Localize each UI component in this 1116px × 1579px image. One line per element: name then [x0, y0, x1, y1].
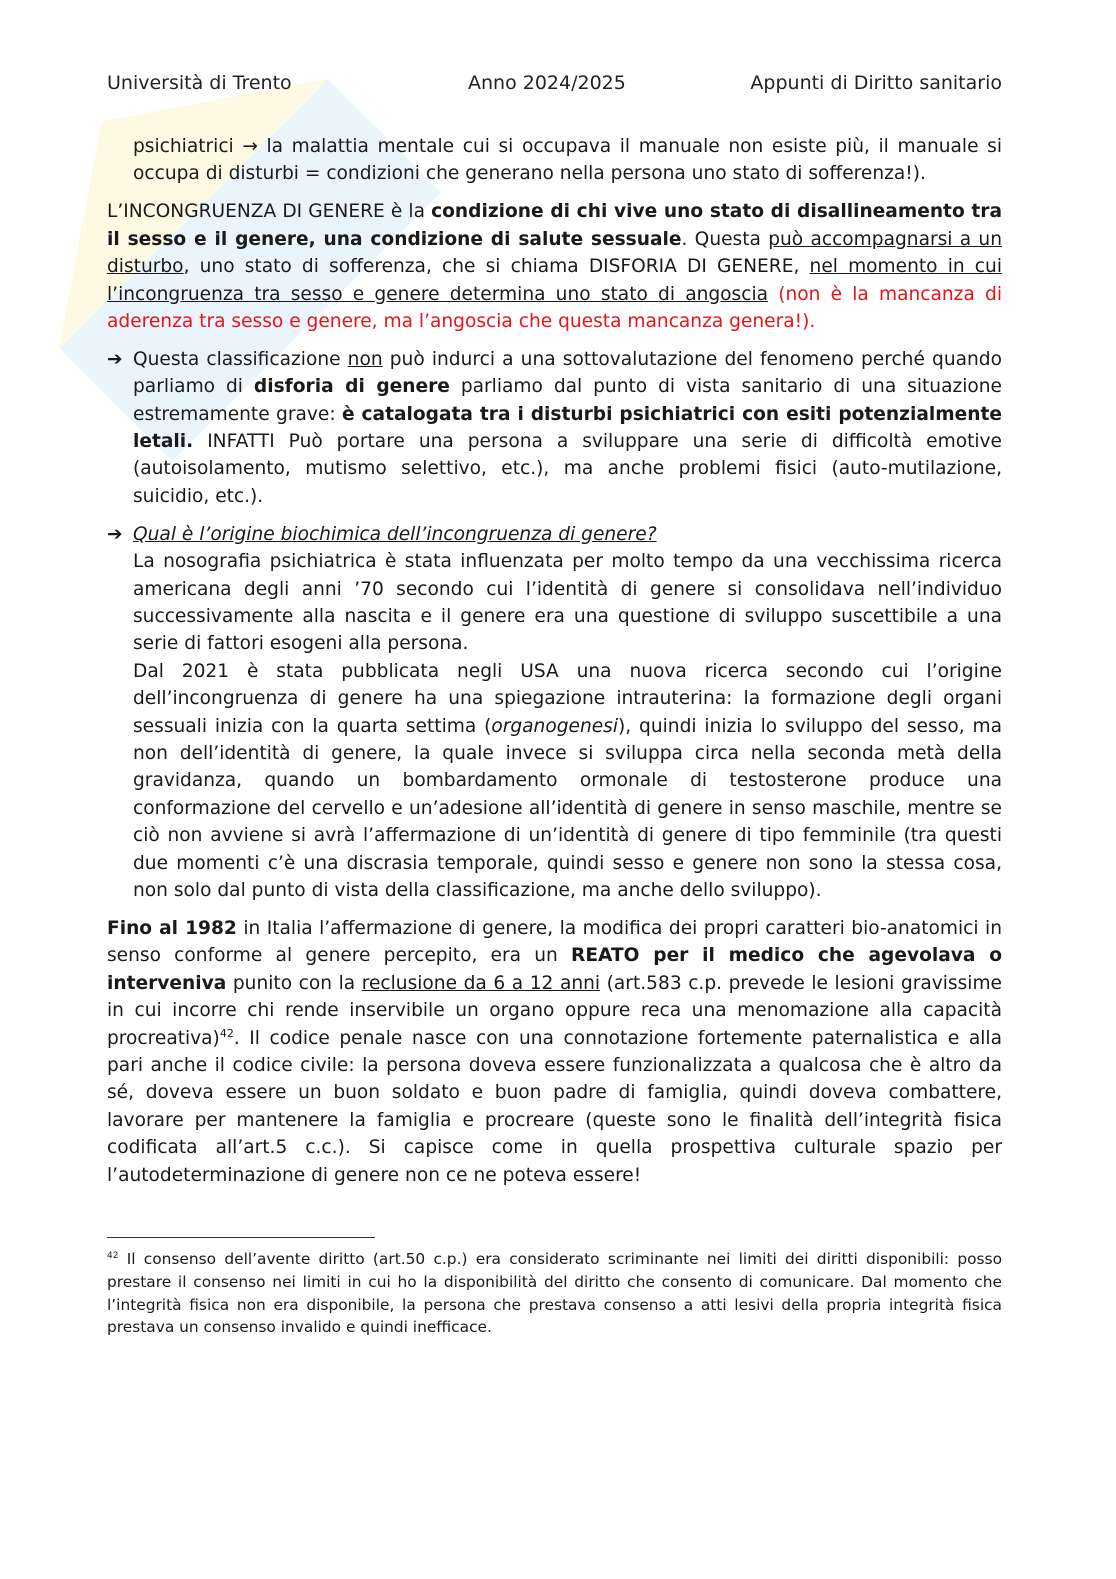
header-university: Università di Trento: [107, 72, 292, 94]
text-run: , uno stato di sofferenza, che si chiama DISFORIA DI GENERE,: [183, 256, 810, 278]
text-run: . Il codice penale nasce con una connotazione fortemente paternalistica e alla pari anche il codice civile: la persona doveva essere funzionalizzata a qualcosa che è altro da sé, doveva essere un buon soldato e buon padre di famiglia, quindi doveva combattere, lavorare per mantenere la famiglia e procreare (queste sono le finalità dell’integrità fisica codificata all’art.5 c.c.). Si capisce come in quella prospettiva culturale spazio per l’autodeterminazione di genere non ce ne poteva essere!: [107, 1027, 1002, 1186]
text-run: (non è la mancanza di aderenza tra sesso e genere, ma l’angoscia che questa mancanza genera!).: [107, 283, 1002, 332]
header-year: Anno 2024/2025: [468, 72, 626, 94]
page-header: [107, 68, 1002, 98]
text-run: Questa classificazione: [133, 348, 348, 370]
text-run: REATO per il medico che agevolava o interveniva: [107, 945, 1002, 994]
text-run: ), quindi inizia lo sviluppo del sesso, ma non dell’identità di genere, la quale invece si sviluppa circa nella seconda metà della gravidanza, quando un bombardamento ormonale di testosterone produce una conformazione del cervello e un’adesione all’identità di genere in senso maschile, mentre se ciò non avviene si avrà l’affermazione di un’identità di genere di tipo femminile (tra questi due momenti c’è una discrasia temporale, quindi sesso e genere non sono la stessa cosa, non solo dal punto di vista della classificazione, ma anche dello sviluppo).: [133, 715, 1002, 902]
footnote-divider: [107, 1237, 375, 1238]
text-run: INFATTI Può portare una persona a sviluppare una serie di difficoltà emotive (autoisolamento, mutismo selettivo, etc.), ma anche problemi fisici (auto-mutilazione, suicidio, etc.).: [133, 431, 1002, 507]
text-run: L’INCONGRUENZA DI GENERE è la: [107, 201, 432, 223]
paragraph: [107, 346, 1002, 510]
text-run: in Italia l’affermazione di genere, la modifica dei propri caratteri bio-anatomici in senso conforme al genere percepito, era un: [107, 917, 1002, 967]
text-run: Qual è l’origine biochimica dell’incongruenza di genere?: [133, 523, 657, 545]
text-run: parliamo dal punto di vista sanitario di una situazione estremamente grave:: [133, 376, 1002, 425]
footnote-text: Il consenso dell’avente diritto (art.50 c.p.) era considerato scriminante nei limiti dei diritti disponibili: posso prestare il consenso nei limiti in cui ho la disponibilità del diritto che consento di comunicare. Dal momento che l’integrità fisica non era disponibile, la persona che prestava consenso a atti lesivi della propria integrità fisica prestava un consenso invalido e quindi inefficace.: [107, 1250, 1002, 1337]
text-run: Fino al 1982: [107, 917, 237, 939]
footnote-number: 42: [107, 1250, 119, 1261]
paragraph: [107, 548, 1002, 658]
text-run: punito con la: [226, 972, 362, 994]
text-run: Dal 2021 è stata pubblicata negli USA una nuova ricerca secondo cui l’origine dell’incongruenza di genere ha una spiegazione intrauterina: la formazione degli organi sessuali inizia con la quarta settima (: [133, 660, 1002, 737]
text-run: condizione di chi vive uno stato di disallineamento tra il sesso e il genere, una condizione di salute sessuale: [107, 201, 1003, 250]
text-run: . Questa: [681, 228, 769, 250]
arrow-bullet-icon: ➔: [107, 523, 123, 545]
footnote-42: [107, 1248, 1002, 1339]
paragraph: [107, 521, 1002, 548]
text-run: può indurci a una sottovalutazione del fenomeno perché quando parliamo di: [133, 348, 1002, 398]
paragraph: [107, 198, 1002, 335]
paragraph: [107, 658, 1002, 905]
arrow-bullet-icon: ➔: [107, 348, 123, 370]
header-course: Appunti di Diritto sanitario: [750, 72, 1002, 94]
text-run: non: [347, 348, 383, 370]
text-run: (art.583 c.p. prevede le lesioni gravissime in cui incorre chi rende inservibile un organo oppure reca una menomazione alla capacità procreativa): [107, 972, 1002, 1049]
text-run: nel momento in cui l’incongruenza tra sesso e genere determina uno stato di angoscia: [107, 256, 1002, 305]
text-run: disforia di genere: [253, 376, 450, 398]
text-run: psichiatrici → la malattia mentale cui si occupava il manuale non esiste più, il manuale si occupa di disturbi = condizioni che generano nella persona uno stato di sofferenza!).: [133, 136, 1002, 185]
text-run: reclusione da 6 a 12 anni: [361, 972, 601, 994]
text-run: La nosografia psichiatrica è stata influenzata per molto tempo da una vecchissima ricerca americana degli anni ’70 secondo cui l’identità di genere si consolidava nell’individuo successivamente alla nascita e il genere era una questione di sviluppo suscettibile a una serie di fattori esogeni alla persona.: [133, 551, 1002, 655]
paragraph: [107, 915, 1002, 1189]
text-run: può accompagnarsi a un disturbo: [107, 228, 1002, 278]
text-run: è catalogata tra i disturbi psichiatrici con esiti potenzialmente letali.: [133, 403, 1002, 453]
paragraph: [107, 133, 1002, 188]
text-run: organogenesi: [491, 715, 619, 737]
footnote-reference: 42: [219, 1026, 234, 1040]
document-body: [107, 133, 1002, 1189]
